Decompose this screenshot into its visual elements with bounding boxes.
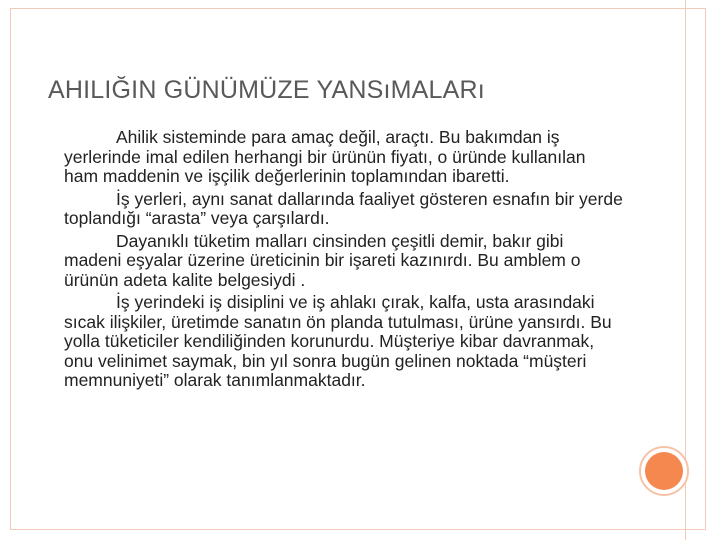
paragraph: İş yerindeki iş disiplini ve iş ahlakı çırak, kalfa, usta arasındaki sıcak ilişkiler, üretimde sanatın ön planda tutulması, ürüne yansırdı. Bu yolla tüketiciler kendiliğinden korunurdu. Müşteriye kibar davranmak, onu velinimet saymak, bin yıl sonra bugün gelinen noktada “müşteri memnuniyeti” olarak tanımlanmaktadır.	[64, 292, 612, 390]
paragraph: Ahilik sisteminde para amaç değil, araçtı. Bu bakımdan iş yerlerinde imal edilen herhangi bir ürünün fiyatı, o üründe kullanılan ham maddenin ve işçilik değerlerinin toplamından ibaretti.	[64, 127, 586, 186]
slide-body	[64, 128, 624, 394]
paragraph: Dayanıklı tüketim malları cinsinden çeşitli demir, bakır gibi madeni eşyalar üzerine üreticinin bir işareti kazınırdı. Bu amblem o ürünün adeta kalite belgesiydi .	[64, 230, 581, 290]
decorative-circle	[645, 452, 683, 490]
slide-title: AHILIĞIN GÜNÜMÜZE YANSıMALARı	[48, 76, 485, 104]
paragraph: İş yerleri, aynı sanat dallarında faaliyet gösteren esnafın bir yerde toplandığı “arasta” veya çarşılardı.	[64, 188, 623, 228]
